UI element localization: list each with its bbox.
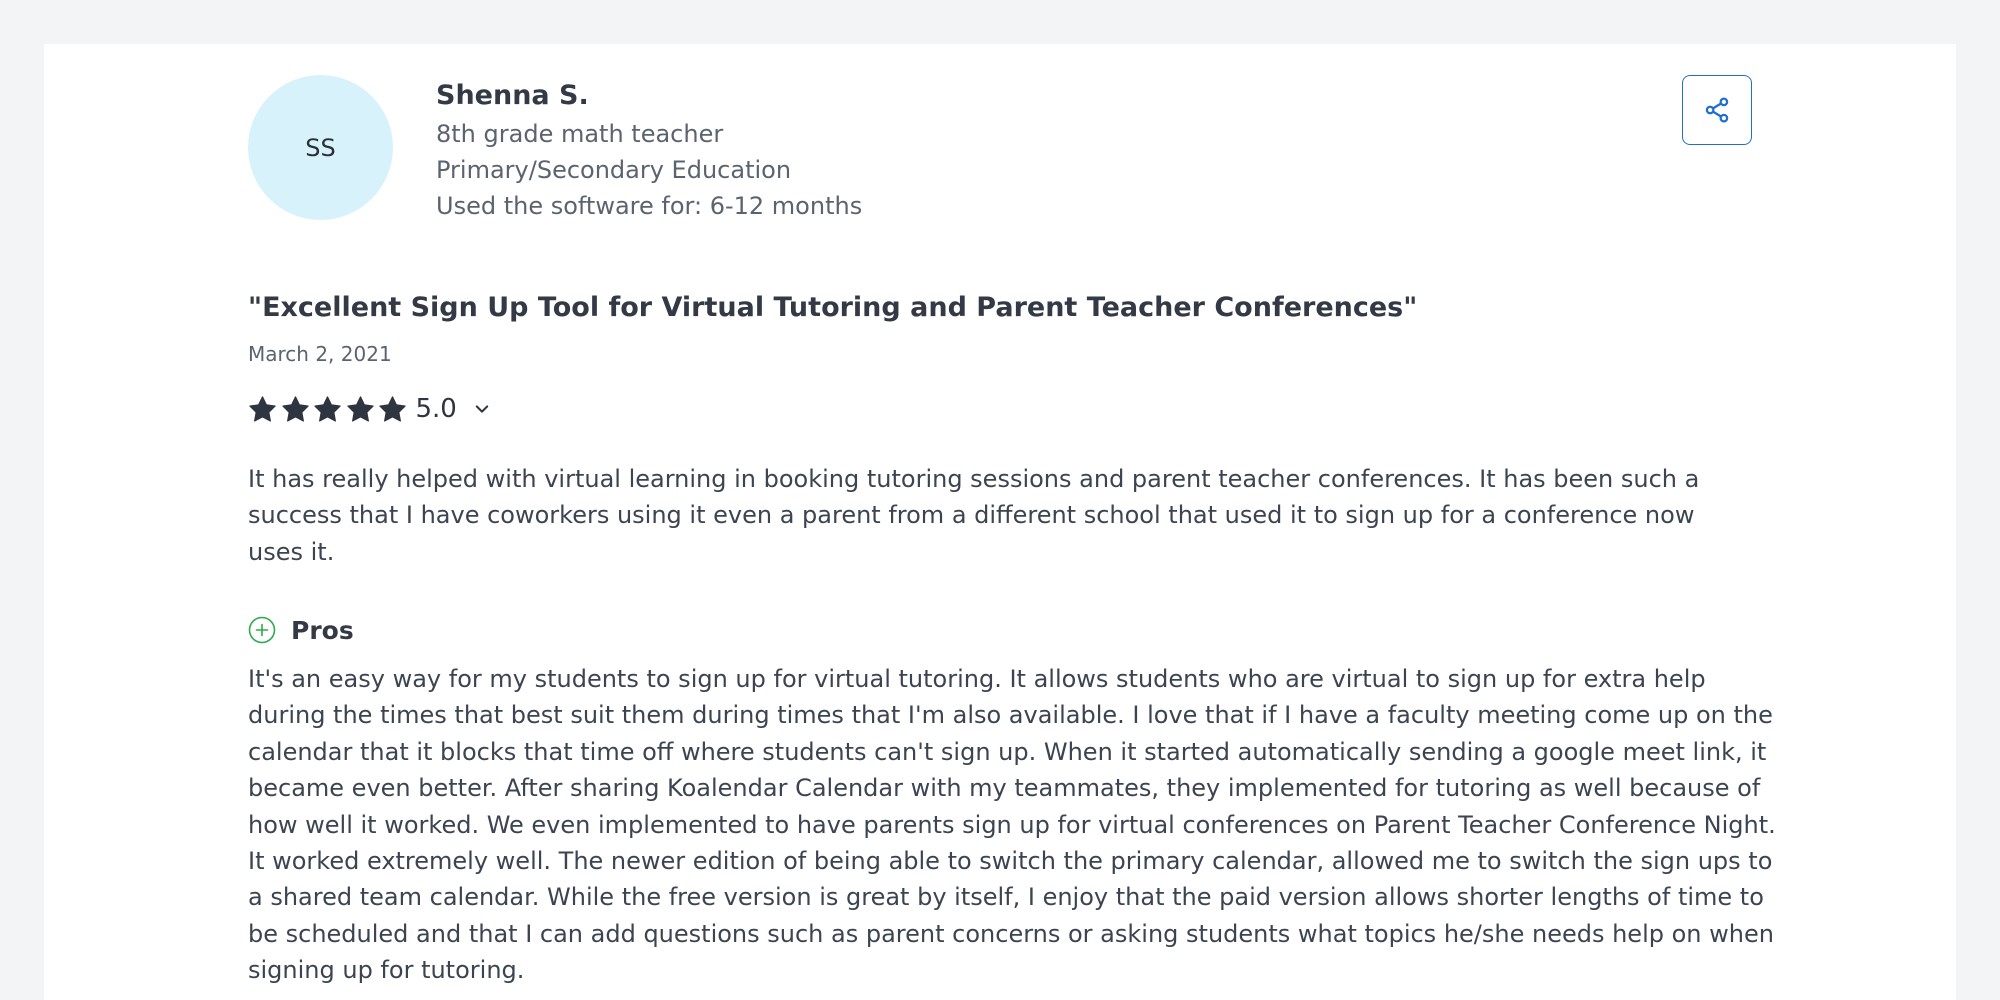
- reviewer-industry: Primary/Secondary Education: [436, 156, 792, 184]
- star-icon: [281, 395, 310, 424]
- star-icon: [378, 395, 407, 424]
- pros-label: Pros: [291, 615, 354, 645]
- review-title: "Excellent Sign Up Tool for Virtual Tutoring and Parent Teacher Conferences": [248, 292, 1418, 323]
- avatar: [248, 75, 393, 220]
- reviewer-usage: Used the software for: 6-12 months: [436, 192, 863, 220]
- reviewer-role: 8th grade math teacher: [436, 120, 724, 148]
- reviewer-name: Shenna S.: [436, 80, 589, 111]
- star-icon: [346, 395, 375, 424]
- plus-circle-icon: [248, 616, 276, 644]
- pros-text: It's an easy way for my students to sign up for virtual tutoring. It allows students who are virtual to sign up for extra help during the times that best suit them during times that I'm also available. I love that if I have a faculty meeting come up on the calendar that it blocks that time off where students can't sign up. When it started automatically sending a google meet link, it became even better. After sharing Koalendar Calendar with my teammates, they implemented for tutoring as well because of how well it worked. We even implemented to have parents sign up for virtual conferences on Parent Teacher Conference Night. It worked extremely well. The newer edition of being able to switch the primary calendar, allowed me to switch the sign ups to a shared team calendar. While the free version is great by itself, I enjoy that the paid version allows shorter lengths of time to be scheduled and that I can add questions such as parent concerns or asking students what topics he/she needs help on when signing up for tutoring.: [248, 665, 1776, 985]
- rating-stars: [248, 395, 411, 424]
- chevron-down-icon: [473, 400, 491, 418]
- star-icon: [313, 395, 342, 424]
- review-card: [44, 44, 1956, 1000]
- star-icon: [248, 395, 277, 424]
- rating-details-toggle[interactable]: [473, 400, 491, 418]
- reviewer-info: [436, 78, 862, 224]
- avatar-initials: SS: [305, 133, 336, 162]
- pros-heading: [248, 612, 354, 648]
- review-date: March 2, 2021: [248, 342, 392, 366]
- review-summary: It has really helped with virtual learning in booking tutoring sessions and parent teacher conferences. It has been such a success that I have coworkers using it even a parent from a different school that used it to sign up for a conference now uses it.: [248, 465, 1700, 566]
- share-icon: [1702, 95, 1732, 125]
- rating-value: 5.0: [415, 394, 457, 424]
- rating-row: [248, 391, 491, 427]
- share-button[interactable]: [1682, 75, 1752, 145]
